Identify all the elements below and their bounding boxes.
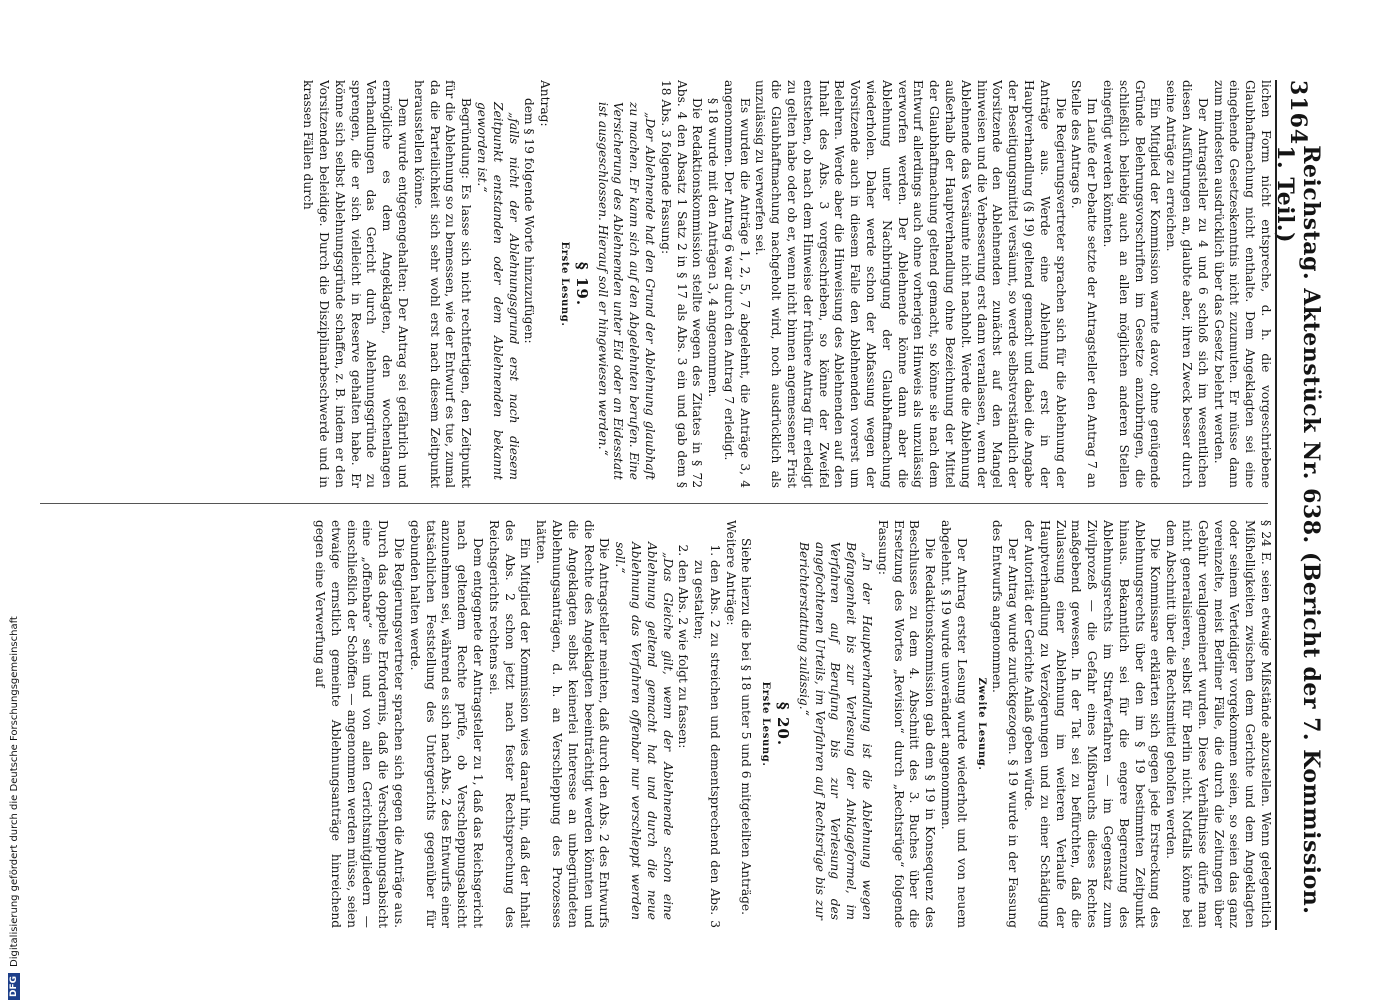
credit-text: Digitalisierung gefördert durch die Deutsche Forschungsgemeinschaft [9,616,20,967]
quoted-text: „falls nicht der Ablehnungsgrund erst nach diesem Zeitpunkt entstanden oder dem Ablehnenden bekannt geworden ist.“ [474,102,521,480]
paragraph: Der Antragsteller zu 4 und 6 schloß sich im wesentlichen diesen Ausführungen an, glaubte aber, ihren Zweck besser durch seine Anträge zu erreichen. [1164,80,1210,488]
section-heading: § 20. [774,701,793,747]
list-item: 1. den Abs. 2 zu streichen und dementsprechend den Abs. 3 zu gestalten; [690,560,722,928]
paragraph: Der Antrag erster Lesung wurde wiederholt und von neuem abgelehnt. § 19 wurde unverändert angenommen. [939,520,969,928]
list-item: 2. den Abs. 2 wie folgt zu fassen: [675,560,691,928]
running-title: Reichstag. Aktenstück Nr. 638. (Bericht der 7. Kommission. 1. Teil.) [1272,145,1324,915]
quoted-text: „Das Gleiche gilt, wenn der Ablehnende schon eine Ablehnung geltend gemacht hat und durch die neue Ablehnung das Verfahren offenbar nur verschleppt werden soll.“ [613,542,675,920]
paragraph: Antrag: [538,80,553,127]
section-subheading: Erste Lesung. [760,681,772,767]
quoted-text: „Der Ablehnende hat den Grund der Ablehnung glaubhaft zu machen. Er kann sich auf den Abgelehnten berufen. Eine Versicherung des Ablehnenden unter Eid oder an Eidesstatt ist ausgeschlossen. Hierauf soll er hingewiesen werden.“ [595,102,657,480]
section-heading: § 19. [572,261,591,307]
page-number: 3164 [1285,80,1311,146]
paragraph: Begründung: Es lasse sich nicht rechtfertigen, den Zeitpunkt für die Ablehnung so zu bemessen, wie der Entwurf es tue, zumal da die Parteilichkeit sich sehr wohl erst nach diesem Zeitpunkt herausstellen könne. [411,80,474,488]
dfg-logo: DFG [8,973,20,1000]
quoted-text: „In der Hauptverhandlung ist die Ablehnung wegen Befangenheit bis zur Verlesung der Anklageformel, im Verfahren auf Berufung bis zur Verlesung des angefochtenen Urteils, im Verfahren auf Rechtsrüge bis zur Berichterstattung zulässig.“ [796,542,875,920]
paragraph: Die Regierungsvertreter sprachen sich für die Ablehnung der Anträge aus. Werde eine Ablehnung erst in der Hauptverhandlung (§ 19) geltend gemacht und dabei die Angabe der Beseitigungsmittel versäumt, so werde selbstverständlich der Vorsitzende den Ablehnenden zunächst auf den Mangel hinweisen und die Verbesserung erst dann veranlassen, wenn der Ablehnende das Versäumte nicht nachholt. Werde die Ablehnung außerhalb der Hauptverhandlung ohne Bezeichnung der Mittel der Glaubhaftmachung geltend gemacht, so könne sie nach dem Entwurf allerdings auch ohne vorherigen Hinweis als unzulässig verworfen werden. Der Ablehnende könne dann aber die Ablehnung unter Nachbringung der Glaubhaftmachung wiederholen. Daher werde schon der Abfassung wegen der Vorsitzende auch in diesem Falle den Ablehnenden vorerst um Belehren. Werde aber die Hinweisung des Ablehnenden auf den Inhalt des Abs. 3 vorgeschrieben, so könne der Zweifel entstehen, ob nach dem Hinweise der frühere Antrag für erledigt zu gelten habe oder ob er, wenn nicht binnen angemessener Frist die Glaubhaftmachung nachgeholt wird, noch ausdrücklich als unzulässig zu verwerfen sei. [753,80,1068,488]
paragraph: Siehe hierzu die bei § 18 unter 5 und 6 mitgeteilten Anträge. [739,538,754,916]
paragraph: Der Antrag wurde zurückgezogen. § 19 wurde in der Fassung des Entwurfs angenommen. [990,520,1021,928]
paragraph: lichen Form nicht entspreche, d. h. die vorgeschriebene Glaubhaftmachung nicht enthalte. Dem Angeklagten sei eine eingehende Gesetzeskenntnis nicht zuzumuten. Er müsse dann zum mindesten ausdrücklich über das Gesetz belehrt werden. [1211,80,1273,488]
paragraph: dem § 19 folgende Worte hinzuzufügen: [522,98,537,344]
paragraph: Die Kommissare erklärten sich gegen jede Erstreckung des Ablehnungsrechts über den im § 19 bestimmten Zeitpunkt hinaus. Bekanntlich sei für die engere Begrenzung des Ablehnungsrechts im Strafverfahren — im Gegensatz zum Zivilprozeß — die Gefahr eines Mißbrauchs dieses Rechtes maßgebend gewesen. In der Tat sei zu befürchten, daß die Zulassung einer Ablehnung im weiteren Verlaufe der Hauptverhandlung zu Verzögerungen und zu einer Schädigung der Autorität der Gerichte Anlaß geben würde. [1022,520,1163,928]
paragraph: Ein Mitglied der Kommission warnte davor, ohne genügende Gründe Belehrungsvorschriften im Gesetze anzubringen, die schließlich beliebig auch an allen möglichen anderen Stellen eingefügt werden könnten. [1101,80,1163,488]
paragraph: § 24 E. seien etwaige Mißstände abzustellen. Wenn gelegentlich Mißhelligkeiten zwischen dem Gerichte und dem Angeklagten oder seinem Verteidiger vorgekommen seien, so seien das ganz vereinzelte, meist Berliner Fälle, die durch die Zeitungen über Gebühr verallgemeinert wurden. Diese Verhältnisse dürfe man nicht generalisieren, selbst für Berlin nicht. Notfalls könne bei dem Abschnitt über die Rechtsmittel geholfen werden. [1164,520,1273,928]
paragraph: Dem entgegnete der Antragsteller zu 1, daß das Reichsgericht nach geltendem Rechte prüfe, ob Verschleppungsabsicht anzunehmen sei, während es sich nach Abs. 2 des Entwurfs einer tatsächlichen Feststellung des Untergerichts gegenüber für gebunden halten werde. [407,520,485,928]
right-column [30,520,1273,928]
paragraph: Weitere Anträge: [723,520,738,626]
left-column [30,80,1273,488]
section-subheading: Zweite Lesung. [975,677,987,771]
paragraph: Ein Mitglied der Kommission wies darauf hin, daß der Inhalt des Abs. 2 schon jetzt nach fester Rechtsprechung des Reichsgerichts rechtens sei. [486,520,533,928]
paragraph: Die Regierungsvertreter sprachen sich gegen die Anträge aus. Durch das doppelte Erfordernis, daß die Verschleppungsabsicht eine „offenbare“ sein und von allen Gerichtsmitgliedern — einschließlich der Schöffen — angenommen werden müsse, seien etwaige ernstlich gemeinte Ablehnungsanträge hinreichend gegen eine Verwerfung auf [312,520,406,928]
column-divider [40,503,1268,504]
digitization-credit [5,0,25,1000]
paragraph: Die Redaktionskommission stellte wegen des Zitates in § 72 Abs. 4 den Absatz 1 Satz 2 in § 17 als Abs. 3 ein und gab dem § 18 Abs. 3 folgende Fassung: [658,80,705,488]
section-subheading: Erste Lesung. [558,241,570,327]
paragraph: Es wurden die Anträge 1, 2, 5, 7 abgelehnt, die Anträge 3, 4 angenommen. Der Antrag 6 war durch den Antrag 7 erledigt. [721,80,752,488]
numbered-list [675,520,722,928]
paragraph: Die Antragsteller meinten, daß durch den Abs. 2 des Entwurfs die Rechte des Angeklagten beeinträchtigt werden könnten und die Angeklagten selbst keinerlei Interesse an unbegründeten Ablehnungsanträgen, d. h. an Verschleppung des Prozesses hätten. [534,520,612,928]
paragraph: Im Laufe der Debatte setzte der Antragsteller den Antrag 7 an Stelle des Antrags 6. [1069,80,1100,488]
page-header [1273,80,1323,930]
paragraph: Die Redaktionskommission gab dem § 19 in Konsequenz des Beschlusses zu dem 4. Abschnitt des 3. Buches über die Ersetzung des Wortes „Revision“ durch „Rechtsrüge“ folgende Fassung: [875,520,938,928]
paragraph: § 18 wurde mit den Anträgen 3, 4 angenommen. [706,98,721,398]
paragraph: Dem wurde entgegengehalten: Der Antrag sei gefährlich und ermögliche es dem Angeklagten, den wochenlangen Verhandlungen das Gericht durch Ablehnungsgründe zu sprengen, die er sich vielleicht in Reserve gehalten habe. Er könne sich selbst Ablehnungsgründe schaffen, z. B. indem er den Vorsitzenden beleidige. Durch die Disziplinarbeschwerde und in krassen Fällen durch [301,80,410,488]
header-rule [1275,80,1277,930]
